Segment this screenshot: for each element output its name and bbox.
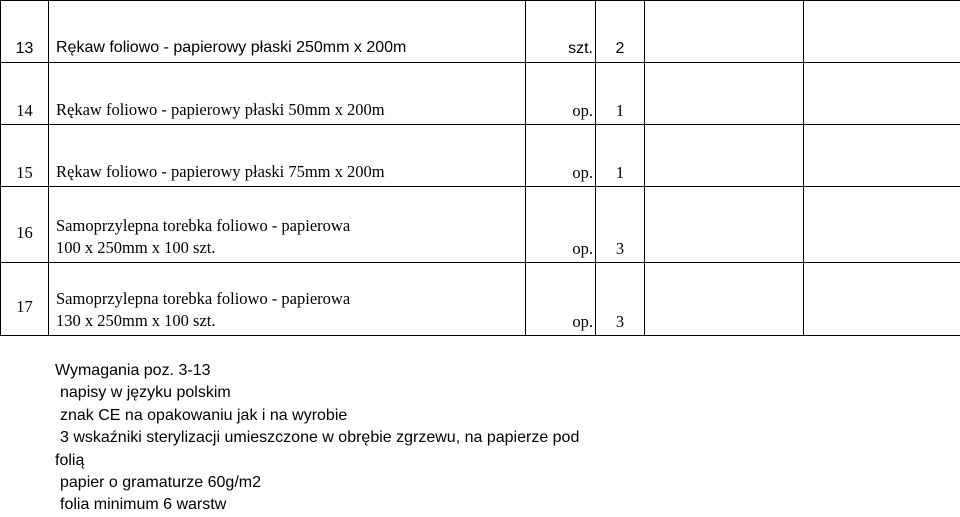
empty-cell <box>645 63 804 125</box>
empty-cell <box>804 187 960 263</box>
table-row <box>1 125 960 187</box>
item-name-line: Rękaw foliowo - papierowy płaski 50mm x 200m <box>56 99 525 121</box>
table-row <box>1 63 960 125</box>
empty-cell <box>804 63 960 125</box>
empty-cell <box>645 187 804 263</box>
item-name-line: Rękaw foliowo - papierowy płaski 250mm x 200m <box>56 37 525 59</box>
row-number: 17 <box>1 263 49 336</box>
requirement-item: papier o gramaturze 60g/m2 <box>55 472 675 494</box>
requirement-item: folia minimum 6 warstw <box>55 494 675 516</box>
item-quantity: 3 <box>596 187 645 263</box>
item-unit: op. <box>526 125 596 187</box>
requirement-item: 3 wskaźniki sterylizacji umieszczone w obrębie zgrzewu, na papierze pod <box>55 427 675 449</box>
item-name <box>49 263 526 336</box>
item-name <box>49 125 526 187</box>
table-row <box>1 263 960 336</box>
table-row <box>1 187 960 263</box>
row-number: 14 <box>1 63 49 125</box>
empty-cell <box>804 125 960 187</box>
item-name-line: Samoprzylepna torebka foliowo - papierowa <box>56 215 525 237</box>
requirement-item-continuation: folią <box>55 450 675 472</box>
requirement-item: znak CE na opakowaniu jak i na wyrobie <box>55 405 675 427</box>
item-name-line: 130 x 250mm x 100 szt. <box>56 310 525 332</box>
empty-cell <box>645 125 804 187</box>
empty-cell <box>804 1 960 63</box>
item-unit: op. <box>526 187 596 263</box>
item-name <box>49 187 526 263</box>
item-name-line: 100 x 250mm x 100 szt. <box>56 237 525 259</box>
item-name <box>49 1 526 63</box>
table-row <box>1 1 960 63</box>
item-unit: szt. <box>526 1 596 63</box>
requirements-heading: Wymagania poz. 3-13 <box>55 360 675 382</box>
row-number: 16 <box>1 187 49 263</box>
item-quantity: 3 <box>596 263 645 336</box>
item-quantity: 2 <box>596 1 645 63</box>
item-quantity: 1 <box>596 125 645 187</box>
item-name <box>49 63 526 125</box>
row-number: 15 <box>1 125 49 187</box>
item-unit: op. <box>526 263 596 336</box>
requirements-block <box>55 360 675 517</box>
item-quantity: 1 <box>596 63 645 125</box>
requirement-item: napisy w języku polskim <box>55 382 675 404</box>
item-name-line: Rękaw foliowo - papierowy płaski 75mm x 200m <box>56 161 525 183</box>
row-number: 13 <box>1 1 49 63</box>
item-unit: op. <box>526 63 596 125</box>
empty-cell <box>645 1 804 63</box>
item-name-line: Samoprzylepna torebka foliowo - papierowa <box>56 288 525 310</box>
empty-cell <box>804 263 960 336</box>
empty-cell <box>645 263 804 336</box>
